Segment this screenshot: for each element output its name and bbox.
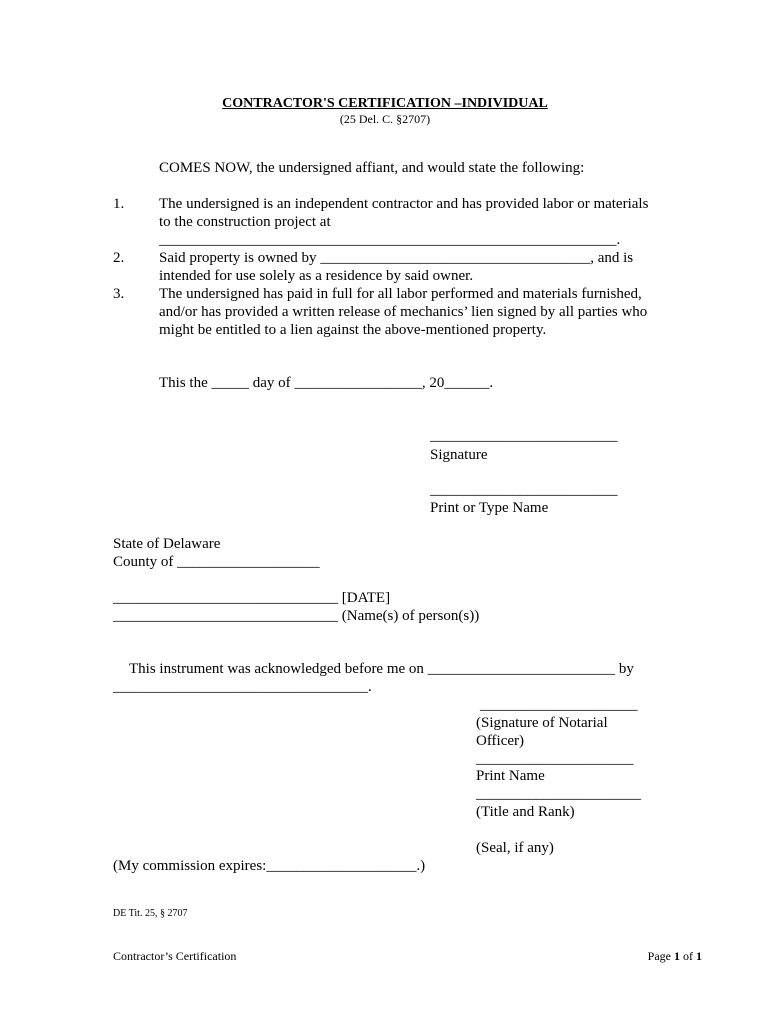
print-name-label: Print or Type Name [430,500,549,516]
date-field[interactable]: ______________________________ [DATE] [113,590,391,606]
page-total: 1 [696,949,702,963]
execution-date-line[interactable]: This the _____ day of _________________, 20______. [159,375,494,391]
commission-expires-field[interactable]: (My commission expires:____________________.) [113,858,426,874]
county-field[interactable]: County of ___________________ [113,554,320,570]
page-current: 1 [674,949,680,963]
page-of: of [680,949,696,963]
statute-reference: DE Tit. 25, § 2707 [113,908,188,919]
item-line: intended for use solely as a residence by said owner. [159,268,474,284]
notary-title-label: (Title and Rank) [476,804,575,820]
signature-line[interactable]: _________________________ [430,428,618,444]
acknowledgment-name-blank[interactable]: __________________________________. [113,679,372,695]
names-field[interactable]: ______________________________ (Name(s) of person(s)) [113,608,480,624]
notary-seal-label: (Seal, if any) [476,840,554,856]
item-line: The undersigned has paid in full for all labor performed and materials furnished, [159,286,642,302]
notary-print-name-line[interactable]: _____________________ [476,751,634,767]
state-label: State of Delaware [113,536,221,552]
item-line: might be entitled to a lien against the above-mentioned property. [159,322,547,338]
owner-name-blank[interactable]: Said property is owned by ____________________________________, and is [159,250,634,266]
item-line: The undersigned is an independent contractor and has provided labor or materials [159,196,649,212]
notary-signature-label: (Signature of Notarial [476,715,608,731]
intro-statement: COMES NOW, the undersigned affiant, and would state the following: [159,160,585,176]
item-number: 3. [113,286,125,302]
print-name-line[interactable]: _________________________ [430,482,618,498]
footer-page-number [648,949,702,963]
project-address-blank[interactable]: _____________________________________________________________. [159,232,621,248]
notary-signature-label-cont: Officer) [476,733,525,749]
page-prefix: Page [647,949,674,963]
notary-print-name-label: Print Name [476,768,545,784]
signature-label: Signature [430,447,488,463]
item-number: 2. [113,250,125,266]
statute-citation: (25 Del. C. §2707) [339,112,431,126]
notary-title-line[interactable]: ______________________ [476,786,641,802]
acknowledgment-line[interactable]: This instrument was acknowledged before me on _________________________ by [129,661,634,677]
item-number: 1. [113,196,125,212]
document-title: CONTRACTOR'S CERTIFICATION –INDIVIDUAL [222,96,548,111]
footer-document-name: Contractor’s Certification [113,949,237,963]
item-line: and/or has provided a written release of mechanics’ lien signed by all parties who [159,304,648,320]
item-line: to the construction project at [159,214,331,230]
notary-signature-line[interactable]: _____________________ [480,697,638,713]
